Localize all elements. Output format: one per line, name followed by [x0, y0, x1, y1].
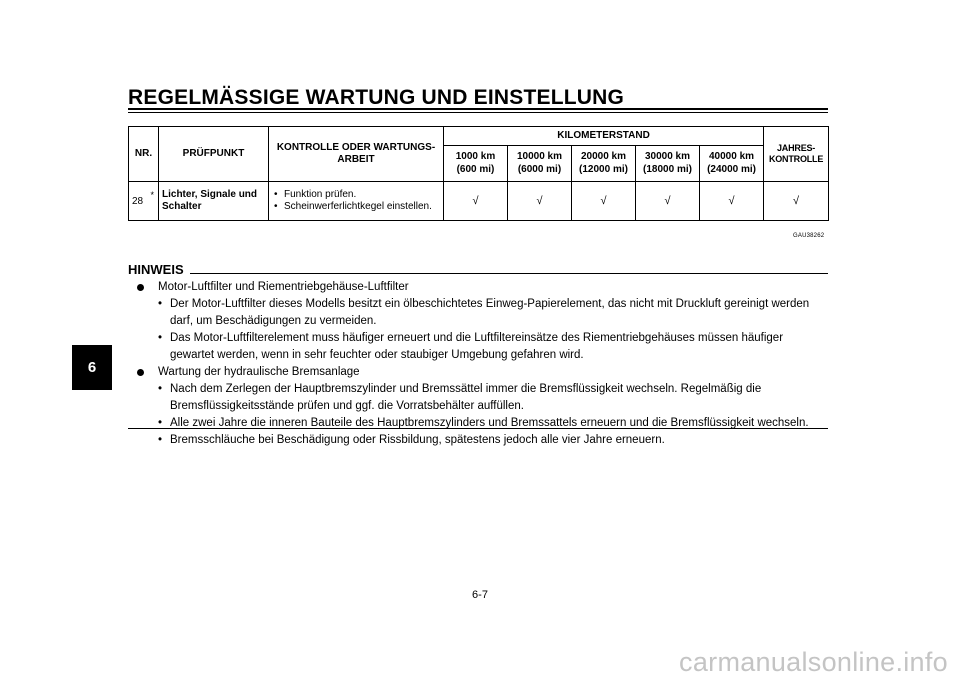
- note-group-title: Motor-Luftfilter und Riementriebgehäuse-Luftfilter: [158, 281, 409, 293]
- action-item: • Scheinwerferlichtkegel einstellen.: [272, 201, 440, 213]
- header-km-5: 40000 km (24000 mi): [700, 146, 764, 182]
- check-mark: √: [572, 182, 636, 221]
- note-group-air-filter: [128, 279, 828, 364]
- header-km-4: 30000 km (18000 mi): [636, 146, 700, 182]
- header-km-1: 1000 km (600 mi): [444, 146, 508, 182]
- chapter-tab: [72, 345, 112, 390]
- note-item: • Der Motor-Luftfilter dieses Modells besitzt ein ölbeschichtetes Einweg-Papierelement, das nicht mit Druckluft gereinigt werden darf, um Beschädigungen zu vermeiden.: [156, 296, 828, 330]
- header-nr: NR.: [129, 127, 159, 182]
- page-title: REGELMÄSSIGE WARTUNG UND EINSTELLUNG: [128, 86, 625, 109]
- bullet-dot-icon: [137, 369, 144, 376]
- header-km-2: 10000 km (6000 mi): [508, 146, 572, 182]
- title-rule: [128, 108, 828, 110]
- row-item: Lichter, Signale und Schalter: [159, 182, 269, 221]
- note-item: • Alle zwei Jahre die inneren Bauteile des Hauptbremszylinders und Bremssattels erneuern und die Bremsflüssigkeit wechseln.: [156, 415, 828, 432]
- note-item: • Nach dem Zerlegen der Hauptbremszylinder und Bremssättel immer die Bremsflüssigkeit wechseln. Regelmäßig die Bremsflüssigkeitsstände prüfen und ggf. die Vorratsbehälter auffüllen.: [156, 381, 828, 415]
- header-km-3: 20000 km (12000 mi): [572, 146, 636, 182]
- bullet-dot-icon: [137, 284, 144, 291]
- notes-heading: HINWEIS: [128, 262, 184, 277]
- row-action: [269, 182, 444, 221]
- header-item: PRÜFPUNKT: [159, 127, 269, 182]
- star-mark: *: [150, 190, 154, 200]
- header-action: KONTROLLE ODER WARTUNGS-ARBEIT: [269, 127, 444, 182]
- maintenance-table: [128, 126, 829, 221]
- watermark: carmanualsonline.info: [679, 647, 948, 677]
- check-mark: √: [700, 182, 764, 221]
- annual-check-mark: √: [764, 182, 829, 221]
- check-mark: √: [444, 182, 508, 221]
- notes-heading-rule: [190, 273, 828, 274]
- notes-section: [128, 279, 828, 449]
- table-row: [129, 182, 829, 221]
- notes-bottom-rule: [128, 428, 828, 429]
- page-number: 6-7: [472, 589, 488, 601]
- action-item: • Funktion prüfen.: [272, 189, 440, 201]
- check-mark: √: [508, 182, 572, 221]
- header-odometer: KILOMETERSTAND: [444, 127, 764, 146]
- note-group-brakes: [128, 364, 828, 449]
- title-rule-thin: [128, 112, 828, 113]
- note-item: • Das Motor-Luftfilterelement muss häufiger erneuert und die Luftfiltereinsätze des Riementriebgehäuses müssen häufiger gewartet werden, wenn in sehr feuchter oder staubiger Umgebung gefahren wird.: [156, 330, 828, 364]
- note-item: • Bremsschläuche bei Beschädigung oder Rissbildung, spätestens jedoch alle vier Jahre erneuern.: [156, 432, 828, 449]
- row-nr: 28 *: [129, 182, 159, 221]
- chapter-number: 6: [87, 359, 97, 376]
- reference-code: GAU38262: [793, 233, 825, 239]
- check-mark: √: [636, 182, 700, 221]
- header-annual: JAHRES-KONTROLLE: [764, 127, 829, 182]
- note-group-title: Wartung der hydraulische Bremsanlage: [158, 366, 360, 378]
